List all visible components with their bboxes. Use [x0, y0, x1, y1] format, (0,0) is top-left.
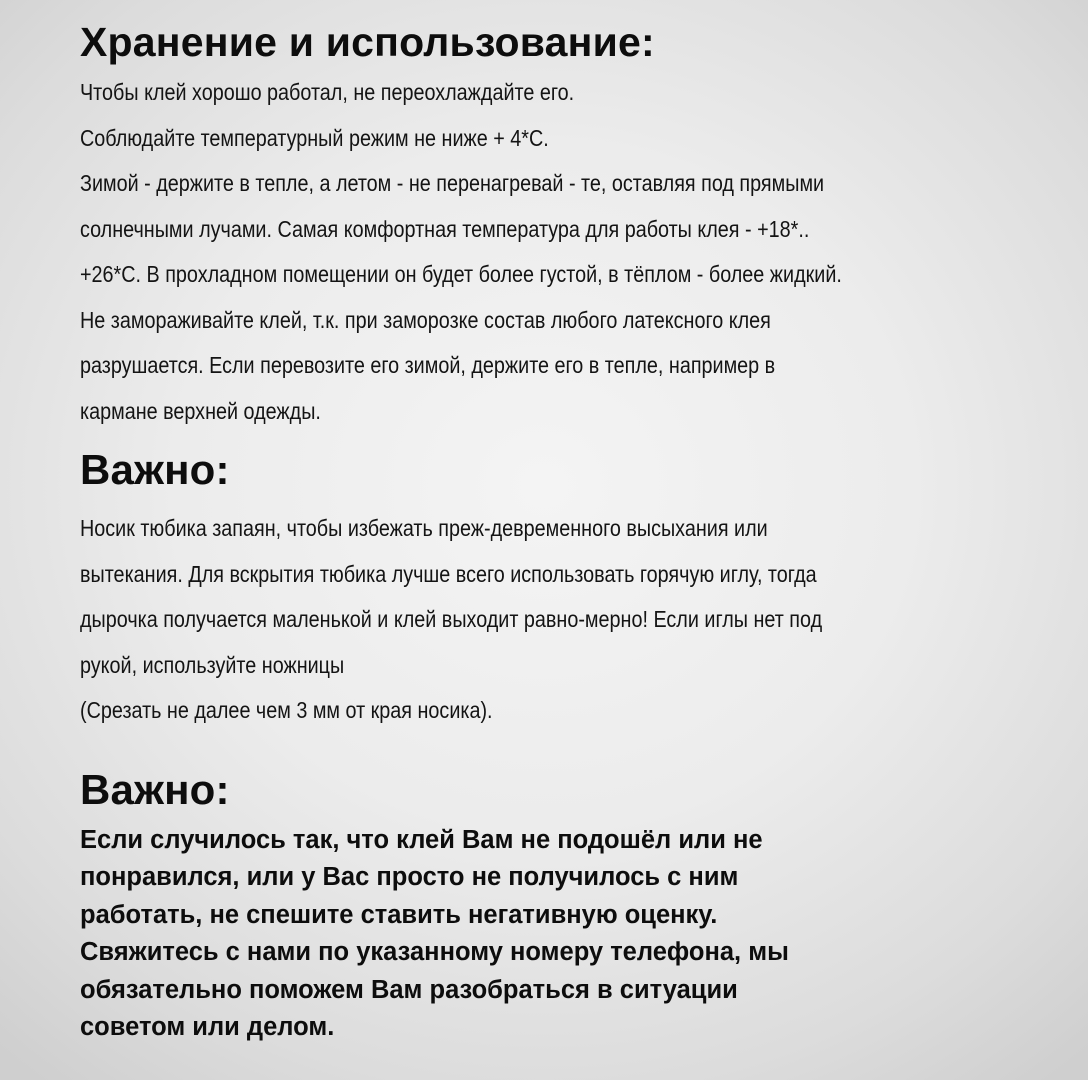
text-line: Не замораживайте клей, т.к. при заморозке состав любого латексного клея [80, 306, 771, 333]
text-line: Соблюдайте температурный режим не ниже + 4*С. [80, 124, 549, 151]
text-line: (Срезать не далее чем 3 мм от края носика). [80, 697, 493, 723]
text-line: советом или делом. [80, 1013, 335, 1041]
text-line: рукой, используйте ножницы [80, 651, 345, 678]
important-heading: Важно: [80, 446, 230, 493]
text-line: обязательно поможем Вам разобраться в ситуации [80, 975, 738, 1004]
text-line: работать, не спешите ставить негативную оценку. [80, 900, 718, 929]
support-paragraph [80, 822, 1070, 1047]
storage-paragraph [80, 70, 1069, 434]
text-line: Чтобы клей хорошо работал, не переохлаждайте его. [80, 79, 575, 105]
text-line: понравился, или у Вас просто не получилось с ним [80, 863, 739, 891]
text-line: дырочка получается маленькой и клей выходит равно-мерно! Если иглы нет под [80, 606, 823, 632]
text-line: вытекания. Для вскрытия тюбика лучше всего использовать горячую иглу, тогда [80, 560, 817, 587]
text-line: Свяжитесь с нами по указанному номеру телефона, мы [80, 938, 789, 966]
text-line: Носик тюбика запаян, чтобы избежать преж-девременного высыхания или [80, 515, 768, 541]
important-heading-2: Важно: [80, 765, 230, 813]
text-line: солнечными лучами. Самая комфортная температура для работы клея - +18*.. [80, 215, 810, 242]
text-line: разрушается. Если перевозите его зимой, держите его в тепле, например в [80, 352, 776, 378]
text-line: кармане верхней одежды. [80, 397, 321, 424]
text-line: Если случилось так, что клей Вам не подошёл или не [80, 825, 763, 854]
text-line: Зимой - держите в тепле, а летом - не перенагревай - те, оставляя под прямыми [80, 170, 825, 196]
text-line: +26*С. В прохладном помещении он будет более густой, в тёплом - более жидкий. [80, 261, 842, 287]
storage-heading: Хранение и использование: [80, 19, 655, 65]
nozzle-paragraph [80, 506, 1069, 734]
document-page [80, 12, 1070, 1047]
